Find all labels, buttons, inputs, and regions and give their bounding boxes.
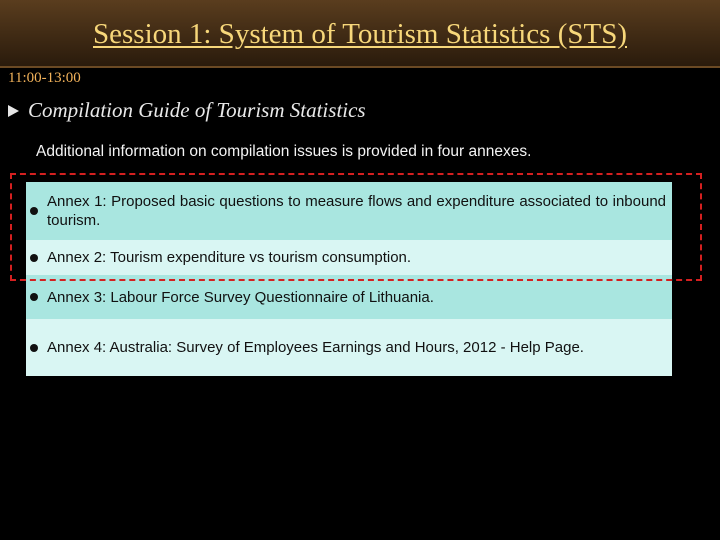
annex-item-3 — [26, 275, 672, 319]
annex-text: Annex 4: Australia: Survey of Employees Earnings and Hours, 2012 - Help Page. — [47, 339, 584, 356]
bullet-icon — [30, 293, 38, 301]
bullet-icon — [30, 254, 38, 262]
slide-title: Session 1: System of Tourism Statistics (STS) — [93, 18, 627, 50]
triangle-bullet-icon — [8, 105, 19, 117]
annex-list — [26, 182, 672, 376]
title-bar — [0, 0, 720, 68]
bullet-icon — [30, 207, 38, 215]
annex-text: Annex 3: Labour Force Survey Questionnaire of Lithuania. — [47, 288, 434, 306]
annex-item-2 — [26, 240, 672, 275]
annex-text: Annex 1: Proposed basic questions to measure flows and expenditure associated to inbound tourism. — [47, 193, 666, 229]
bullet-icon — [30, 344, 38, 352]
annex-item-1 — [26, 182, 672, 240]
session-time: 11:00-13:00 — [8, 70, 81, 86]
intro-text: Additional information on compilation issues is provided in four annexes. — [36, 143, 532, 160]
annex-text: Annex 2: Tourism expenditure vs tourism consumption. — [47, 249, 412, 266]
section-title: Compilation Guide of Tourism Statistics — [28, 98, 366, 122]
annex-item-4 — [26, 319, 672, 376]
section-heading — [8, 98, 366, 123]
